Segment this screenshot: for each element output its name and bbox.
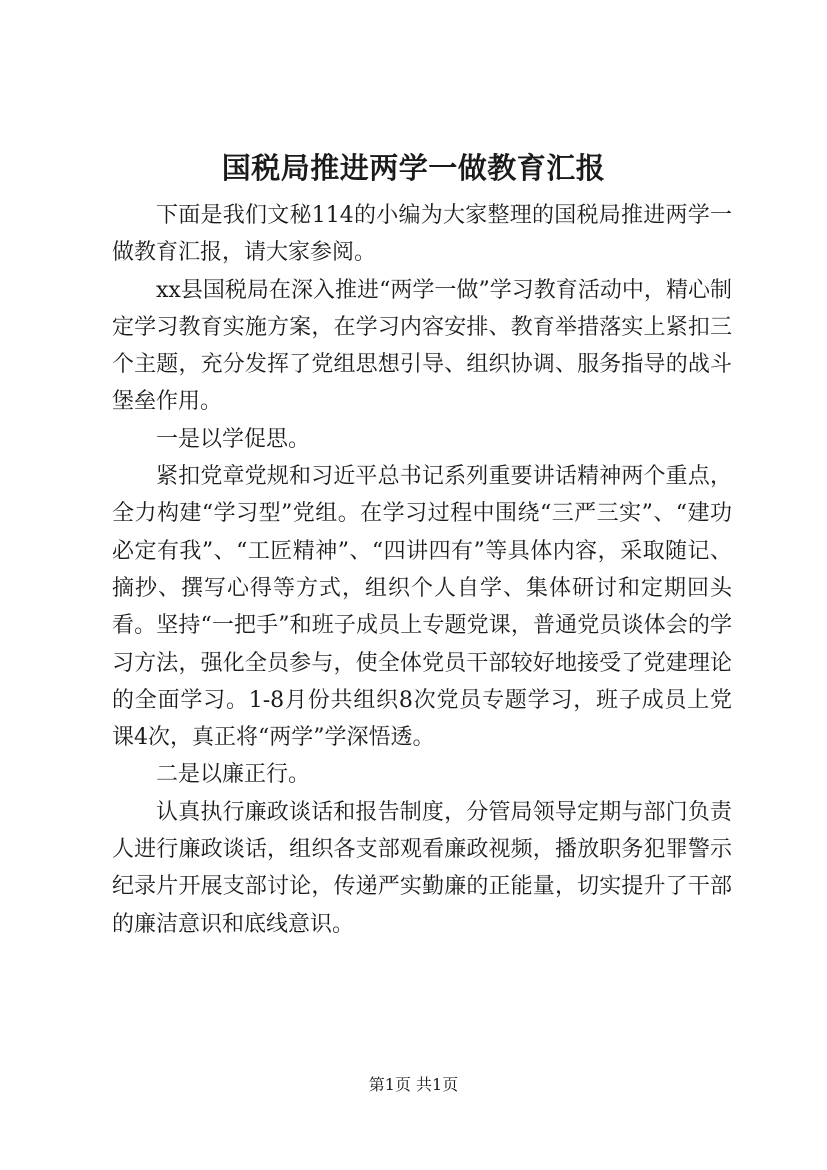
paragraph-intro: 下面是我们文秘114的小编为大家整理的国税局推进两学一做教育汇报，请大家参阅。 xyxy=(112,203,732,266)
page-footer: 第1页 共1页 xyxy=(368,1075,459,1094)
document-body xyxy=(112,197,732,943)
paragraph-overview: xx县国税局在深入推进“两学一做”学习教育活动中，精心制定学习教育实施方案，在学习内容安排、教育举措落实上紧扣三个主题，充分发挥了党组思想引导、组织协调、服务指导的战斗堡垒作用。 xyxy=(112,277,732,415)
paragraph-study: 紧扣党章党规和习近平总书记系列重要讲话精神两个重点，全力构建“学习型”党组。在学习过程中围绕“三严三实”、“建功必定有我”、“工匠精神”、“四讲四有”等具体内容，采取随记、摘抄、撰写心得等方式，组织个人自学、集体研讨和定期回头看。坚持“一把手”和班子成员上专题党课，普通党员谈体会的学习方法，强化全员参与，使全体党员干部较好地接受了党建理论的全面学习。1-8月份共组织8次党员专题学习，班子成员上党课4次，真正将“两学”学深悟透。 xyxy=(112,464,732,751)
paragraph-integrity: 认真执行廉政谈话和报告制度，分管局领导定期与部门负责人进行廉政谈话，组织各支部观看廉政视频，播放职务犯罪警示纪录片开展支部讨论，传递严实勤廉的正能量，切实提升了干部的廉洁意识和底线意识。 xyxy=(112,799,732,937)
document-title: 国税局推进两学一做教育汇报 xyxy=(221,151,606,185)
section-heading-integrity: 二是以廉正行。 xyxy=(156,762,311,788)
section-heading-study: 一是以学促思。 xyxy=(156,426,311,452)
